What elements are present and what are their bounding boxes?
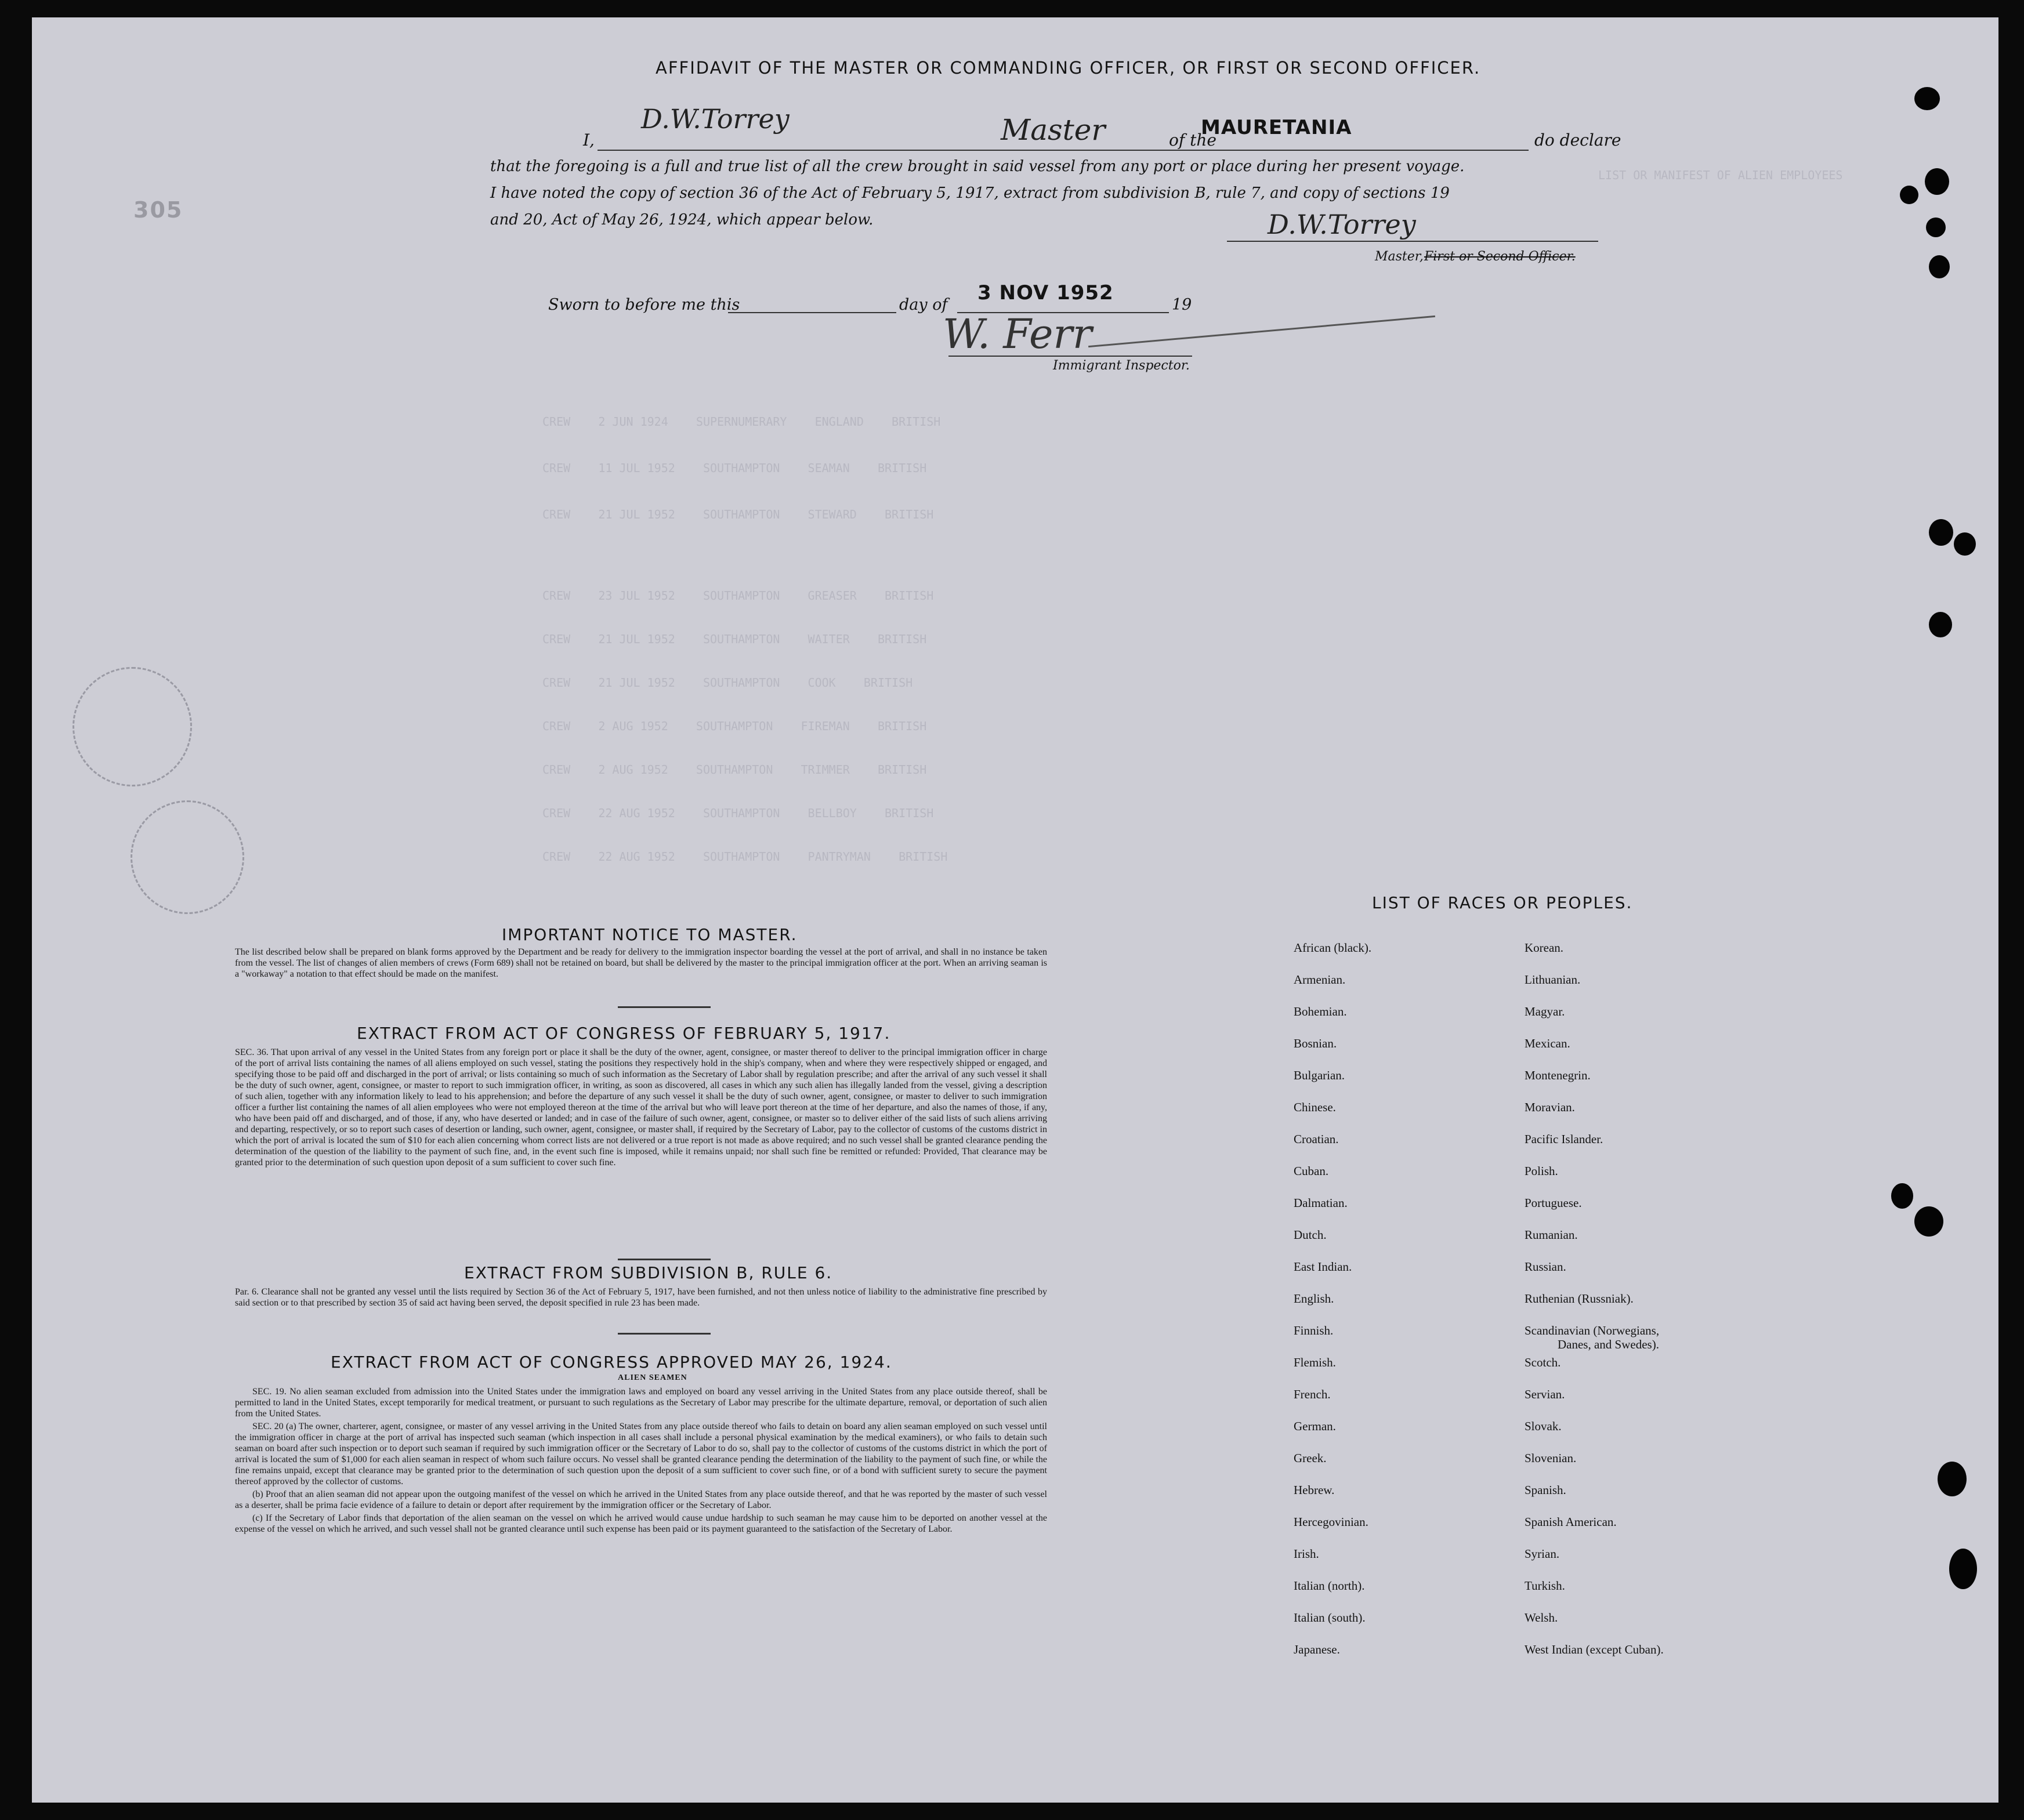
inspector-signature-flourish (1088, 316, 1435, 347)
affiant-signature: D.W.Torrey (641, 103, 790, 135)
race-item: Welsh. (1525, 1611, 1558, 1625)
punch-hole (1926, 217, 1946, 237)
punch-hole (1949, 1549, 1977, 1589)
officer-caption-struck: First or Second Officer. (1424, 249, 1576, 264)
race-item: Hercegovinian. (1294, 1515, 1368, 1529)
punch-hole (1929, 612, 1952, 637)
punch-hole (1925, 168, 1949, 195)
race-item: Bohemian. (1294, 1005, 1347, 1018)
extract-1924-title: EXTRACT FROM ACT OF CONGRESS APPROVED MAY 26, 1924. (331, 1353, 892, 1372)
document-page: LIST OR MANIFEST OF ALIEN EMPLOYEES CREW 2 JUN 1924 SUPERNUMERARY ENGLAND BRITISH CREW 11 JUL 1952 SOUTHAMPTON SEAMAN BRITISH CREW 21 JUL 1952 SOUTHAMPTON STEWARD BRITISH CREW 23 JUL 1952 SOUTHAMPTON GREASER BRITISH CREW 21 JUL 1952 SOUTHAMPTON WAITER BRITISH CREW 21 JUL 1952 SOUTHAMPTON COOK BRITISH CREW 2 AUG 1952 SOUTHAMPTON FIREMAN BRITISH CREW 2 AUG 1952 SOUTHAMPTON TRIMMER BRITISH CREW 22 AUG 1952 SOUTHAMPTON BELLBOY BRITISH CREW 22 AUG 1952 SOUTHAMPTON PANTRYMAN BRITISH 305 AFFIDAVIT OF THE MASTER OR COMMANDING OFFICER, OR FIRST OR SECOND OFFICER. I, D.W.Torrey Master of the MAURETANIA do declare that the foregoing is a full and true list of all the crew brought in said vessel from any port or place during her present voyage. I have noted the copy of section 36 of the Act of February 5, 1917, extract from subdivision B, rule 7, and copy of sections 19 and 20, Act of May 26, 1924, which appear below. D.W.Torrey Master, First or Second Officer. Sworn to before me this day of 3 NOV 1952 19 W. Ferr Immigrant Inspector. IMPORTANT NOTICE TO MASTER. The list described below shall be prepared on blank forms approved by the Department and be ready for delivery to the immigration inspector boarding the vessel at the port of arrival, and shall in no instance be taken from the vessel. The list of changes of alien members of crews (Form 689) shall not be retained on board, but shall be delivered by the master to the principal immigration officer at the port. When an arriving seaman is a "workaway" a notation to that effect should be made on the manifest. EXTRACT FROM ACT OF CONGRESS OF FEBRUARY 5, 1917. SEC. 36. That upon arrival of any vessel in the United States from any foreign port or place it shall be the duty of the owner, agent, consignee, or master thereof to deliver to the principal immigration officer in charge of the port of arrival lists containing the names of all aliens employed on such vessel, stating the positions they respectively hold in the ship's company, when and where they were respectively shipped or engaged, and specifying those to be paid off and discharged in the port of arrival; or lists containing so much of such information as the Secretary of Labor shall by regulation prescribe; and after the arrival of any such vessel it shall be the duty of such owner, agent, consignee, or master to report to such immigration officer, in writing, as soon as discovered, all cases in which any such alien has illegally landed from the vessel, giving a description of such alien, together with any information likely to lead to his apprehension; and before the departure of any such vessel it shall be the duty of such owner, agent, consignee, or master to deliver to such immigration officer a further list containing the names of all alien employees who were not employed thereon at the time of the arrival but who will leave port thereon at the time of her departure, and also the names of those, if any, who have been paid off and discharged, and of those, if any, who have deserted or landed; and in case of the failure of such owner, agent, consignee, or master so to deliver either of the said lists of such aliens arriving and departing, respectively, or so to report such cases of desertion or landing, such owner, agent, consignee, or master shall, if required by the Secretary of Labor, pay to the collector of customs of the customs district in which the port of arrival is located the sum of $10 for each alien concerning whom correct lists are not delivered or a true report is not made as above required; and no such vessel shall be granted clearance pending the determination of the question of the liability to the payment of such fine, and, in the event such fine is imposed, while it remains unpaid; nor shall such fine be remitted or refunded: Provided, That clearance may be granted prior to the determination of such question upon deposit of a sum sufficient to cover such fine. EXTRACT FROM SUBDIVISION B, RULE 6. Par. 6. Clearance shall not be granted any vessel until the lists required by Section 36 of the Act of February 5, 1917, have been furnished, and not then unless notice of liability to the administrative fine prescribed by said section or to that prescribed by section 35 of said act having been served, the deposit specified in rule 23 has been made. EXTRACT FROM ACT OF CONGRESS APPROVED MAY 26, 1924. ALIEN SEAMEN SEC. 19. No alien seaman excluded from admission into the United States under the immigration laws and employed on board any vessel arriving in the United States from any place outside thereof, shall be permitted to land in the United States, except temporarily for medical treatment, or pursuant to such regulations as the Secretary of Labor may prescribe for the ultimate departure, removal, or deportation of such alien from the United States. SEC. 20 (a) The owner, charterer, agent, consignee, or master of any vessel arriving in the United States from any place outside thereof who fails to detain on board any alien seaman employed on such vessel until the immigration officer in charge at the port of arrival has inspected such seaman (which inspection in all cases shall include a personal physical examination by the medical examiners), or who fails to detain such seaman on board after such inspection or to deport such seaman if required by such immigration officer or the Secretary of Labor to do so, shall pay to the collector of customs of the customs district in which the port of arrival is located the sum of $1,000 for each alien seaman in respect of whom such failure occurs. No vessel shall be granted clearance pending the determination of the liability to the payment of such fine, or while the fine remains unpaid, except that clearance may be granted prior to the determination of such question upon the deposit of a sum sufficient to cover such fine, or of a bond with sufficient surety to secure the payment thereof approved by the collector of customs. (b) Proof that an alien seaman did not appear upon the outgoing manifest of the vessel on which he arrived in the United States from any place outside thereof, and that he was reported by the master of such vessel as a deserter, shall be prima facie evidence of a failure to detain or deport after requirement by the immigration officer or the Secretary of Labor. (c) If the Secretary of Labor finds that deportation of the alien seaman on the vessel on which he arrived would cause undue hardship to such seaman he may cause him to be deported on another vessel at the expense of the vessel on which he arrived, and such vessel shall not be granted clearance until such expense has been paid or its payment guaranteed to the satisfaction of the Secretary of Labor. LIST OF RACES OR PEOPLES. African (black). Armenian. Bohemian. Bosnian. Bulgarian. Chinese. Croatian. Cuban. Dalmatian. Dutch. East Indian. English. Finnish. Flemish. French. German. Greek. Hebrew. Hercegovinian. Irish. Italian (north). Italian (south). Japanese. Korean. Lithuanian. Magyar. Mexican. Montenegrin. Moravian. Pacific Islander. Polish. Portuguese. Rumanian. Russian. Ruthenian (Russniak). Scandinavian (Norwegians, Danes, and Swedes). Scotch. Servian. Slovak. Slovenian. Spanish. Spanish American. Syrian. Turkish. Welsh. West Indian (except Cuban). (32, 17, 1998, 1803)
race-item: Polish. (1525, 1164, 1558, 1178)
race-item: Spanish. (1525, 1483, 1566, 1497)
race-item: Slovenian. (1525, 1451, 1577, 1465)
race-item: Moravian. (1525, 1100, 1575, 1114)
extract-1917-title: EXTRACT FROM ACT OF CONGRESS OF FEBRUARY 5, 1917. (357, 1024, 891, 1043)
date-stamp: 3 NOV 1952 (977, 281, 1114, 304)
of-the-label: of the (1169, 130, 1216, 150)
race-item: African (black). (1294, 941, 1372, 955)
extract-1924-paragraph: SEC. 20 (a) The owner, charterer, agent, consignee, or master of any vessel arriving in the United States from any place outside thereof who fails to detain on board any alien seaman employed on such vessel until the immigration officer in charge at the port of arrival has inspected such seaman (which inspection in all cases shall include a personal physical examination by the medical examiners), or who fails to detain such seaman on board after such inspection or to deport such seaman if required by such immigration officer or the Secretary of Labor to do so, shall pay to the collector of customs of the customs district in which the port of arrival is located the sum of $1,000 for each alien seaman in respect of whom such failure occurs. No vessel shall be granted clearance pending the determination of the liability to the payment of such fine, or while the fine remains unpaid, except that clearance may be granted prior to the determination of such question upon the deposit of a sum sufficient to cover such fine, or of a bond with sufficient surety to secure the payment thereof approved by the collector of customs. (235, 1422, 1047, 1487)
race-item: Bulgarian. (1294, 1068, 1345, 1082)
divider (618, 1006, 711, 1008)
race-item: Pacific Islander. (1525, 1132, 1603, 1146)
affiant-name-line (598, 150, 1201, 151)
race-item: Spanish American. (1525, 1515, 1617, 1529)
affidavit-title: AFFIDAVIT OF THE MASTER OR COMMANDING OFFICER, OR FIRST OR SECOND OFFICER. (656, 58, 1481, 78)
race-item: Armenian. (1294, 973, 1346, 987)
races-title: LIST OF RACES OR PEOPLES. (1372, 893, 1633, 912)
race-item: Italian (north). (1294, 1579, 1365, 1593)
race-item: Slovak. (1525, 1419, 1562, 1433)
race-item: Syrian. (1525, 1547, 1560, 1561)
year-prefix: 19 (1172, 296, 1192, 314)
race-item: Rumanian. (1525, 1228, 1578, 1242)
day-of-label: day of (899, 296, 948, 314)
race-item: Servian. (1525, 1387, 1565, 1401)
important-notice-text: The list described below shall be prepared on blank forms approved by the Department and be ready for delivery to the immigration inspector boarding the vessel at the port of arrival, and shall in no instance be taken from the vessel. The list of changes of alien members of crews (Form 689) shall not be retained on board, but shall be delivered by the master to the principal immigration officer at the port. When an arriving seaman is a "workaway" a notation to that effect should be made on the manifest. (235, 947, 1047, 979)
punch-hole (1891, 1183, 1913, 1209)
officer-caption-master: Master, (1375, 249, 1424, 264)
race-item: Korean. (1525, 941, 1564, 955)
race-item: Russian. (1525, 1260, 1566, 1274)
punch-hole (1914, 1206, 1943, 1237)
vessel-name-line (1201, 150, 1529, 151)
faint-circular-stamp (73, 667, 192, 786)
extract-rule6-title: EXTRACT FROM SUBDIVISION B, RULE 6. (464, 1263, 833, 1282)
divider (618, 1333, 711, 1335)
race-item: Magyar. (1525, 1005, 1565, 1018)
punch-hole (1929, 255, 1950, 278)
race-item: Lithuanian. (1525, 973, 1581, 987)
faint-circular-stamp (131, 800, 244, 914)
race-item: French. (1294, 1387, 1331, 1401)
do-declare-label: do declare (1534, 130, 1621, 150)
race-item: Irish. (1294, 1547, 1319, 1561)
master-signature: D.W.Torrey (1268, 209, 1416, 240)
race-item: Portuguese. (1525, 1196, 1582, 1210)
race-item: Hebrew. (1294, 1483, 1335, 1497)
extract-1924-paragraph: (b) Proof that an alien seaman did not appear upon the outgoing manifest of the vessel on which he arrived in the United States from any place outside thereof, and that he was reported by the master of such vessel as a deserter, shall be prima facie evidence of a failure to detain or deport after requirement by the immigration officer or the Secretary of Labor. (235, 1489, 1047, 1510)
inspector-line (948, 356, 1192, 357)
punch-hole (1929, 519, 1953, 546)
affidavit-body-line-3: and 20, Act of May 26, 1924, which appear below. (490, 211, 874, 229)
extract-1924-paragraph: (c) If the Secretary of Labor finds that deportation of the alien seaman on the vessel on which he arrived would cause undue hardship to such seaman he may cause him to be deported on another vessel at the expense of the vessel on which he arrived, and such vessel shall not be granted clearance until such expense has been paid or its payment guaranteed to the satisfaction of the Secretary of Labor. (235, 1513, 1047, 1534)
extract-1924-subtitle: ALIEN SEAMEN (618, 1373, 687, 1382)
race-item: Dalmatian. (1294, 1196, 1348, 1210)
race-item: Chinese. (1294, 1100, 1336, 1114)
punch-hole (1914, 87, 1940, 110)
race-item: Bosnian. (1294, 1036, 1337, 1050)
sworn-label: Sworn to before me this (548, 296, 740, 314)
vessel-name: MAURETANIA (1201, 116, 1352, 139)
important-notice-title: IMPORTANT NOTICE TO MASTER. (502, 925, 798, 944)
punch-hole (1900, 186, 1918, 204)
extract-rule6-text: Par. 6. Clearance shall not be granted any vessel until the lists required by Section 36 of the Act of February 5, 1917, have been furnished, and not then unless notice of liability to the administrative fine prescribed by said section or to that prescribed by section 35 of said act having been served, the deposit specified in rule 23 has been made. (235, 1287, 1047, 1308)
extract-1924-body (235, 1386, 1047, 1536)
inspector-signature: W. Ferr (943, 310, 1092, 358)
race-item: Dutch. (1294, 1228, 1327, 1242)
sworn-day-line (728, 312, 896, 313)
affidavit-body-line-1: that the foregoing is a full and true list of all the crew brought in said vessel from any port or place during her present voyage. (490, 158, 1465, 175)
punch-hole (1954, 532, 1976, 556)
race-item: Japanese. (1294, 1643, 1340, 1656)
race-item: Scotch. (1525, 1355, 1561, 1369)
race-item: Turkish. (1525, 1579, 1565, 1593)
inspector-caption: Immigrant Inspector. (1053, 358, 1190, 373)
affiant-i-label: I, (583, 130, 595, 150)
race-item: Danes, and Swedes). (1558, 1337, 1659, 1351)
race-item: Finnish. (1294, 1324, 1334, 1337)
punch-hole (1938, 1462, 1967, 1496)
race-item: Mexican. (1525, 1036, 1570, 1050)
race-item: German. (1294, 1419, 1336, 1433)
race-item: Montenegrin. (1525, 1068, 1591, 1082)
master-signature-line (1227, 241, 1598, 242)
extract-1924-paragraph: SEC. 19. No alien seaman excluded from admission into the United States under the immigration laws and employed on board any vessel arriving in the United States from any place outside thereof, shall be permitted to land in the United States, except temporarily for medical treatment, or pursuant to such regulations as the Secretary of Labor may prescribe for the ultimate departure, removal, or deportation of such alien from the United States. (235, 1387, 1047, 1419)
race-item: West Indian (except Cuban). (1525, 1643, 1664, 1656)
race-item: Croatian. (1294, 1132, 1339, 1146)
race-item: Flemish. (1294, 1355, 1336, 1369)
race-item: East Indian. (1294, 1260, 1352, 1274)
rank-handwritten: Master (1001, 113, 1106, 147)
race-item: English. (1294, 1292, 1334, 1306)
race-item: Ruthenian (Russniak). (1525, 1292, 1634, 1306)
extract-1917-text: SEC. 36. That upon arrival of any vessel in the United States from any foreign port or place it shall be the duty of the owner, agent, consignee, or master thereof to deliver to the principal immigration officer in charge of the port of arrival lists containing the names of all aliens employed on such vessel, stating the positions they respectively hold in the ship's company, when and where they were respectively shipped or engaged, and specifying those to be paid off and discharged in the port of arrival; or lists containing so much of such information as the Secretary of Labor shall by regulation prescribe; and after the arrival of any such vessel it shall be the duty of such owner, agent, consignee, or master to report to such immigration officer, in writing, as soon as discovered, all cases in which any such alien has illegally landed from the vessel, giving a description of such alien, together with any information likely to lead to his apprehension; and before the departure of any such vessel it shall be the duty of such owner, agent, consignee, or master to deliver to such immigration officer a further list containing the names of all alien employees who were not employed thereon at the time of the arrival but who will leave port thereon at the time of her departure, and also the names of those, if any, who have been paid off and discharged, and of those, if any, who have deserted or landed; and in case of the failure of such owner, agent, consignee, or master so to deliver either of the said lists of such aliens arriving and departing, respectively, or so to report such cases of desertion or landing, such owner, agent, consignee, or master shall, if required by the Secretary of Labor, pay to the collector of customs of the customs district in which the port of arrival is located the sum of $10 for each alien concerning whom correct lists are not delivered or a true report is not made as above required; and no such vessel shall be granted clearance pending the determination of the question of the liability to the payment of such fine, and, in the event such fine is imposed, while it remains unpaid; nor shall such fine be remitted or refunded: Provided, That clearance may be granted prior to the determination of such question upon deposit of a sum sufficient to cover such fine. (235, 1047, 1047, 1168)
divider (618, 1259, 711, 1260)
margin-number: 305 (133, 197, 183, 223)
race-item: Greek. (1294, 1451, 1327, 1465)
race-item: Scandinavian (Norwegians, (1525, 1324, 1660, 1337)
race-item: Cuban. (1294, 1164, 1329, 1178)
affidavit-body-line-2: I have noted the copy of section 36 of the Act of February 5, 1917, extract from subdivision B, rule 7, and copy of sections 19 (490, 184, 1450, 202)
race-item: Italian (south). (1294, 1611, 1366, 1625)
